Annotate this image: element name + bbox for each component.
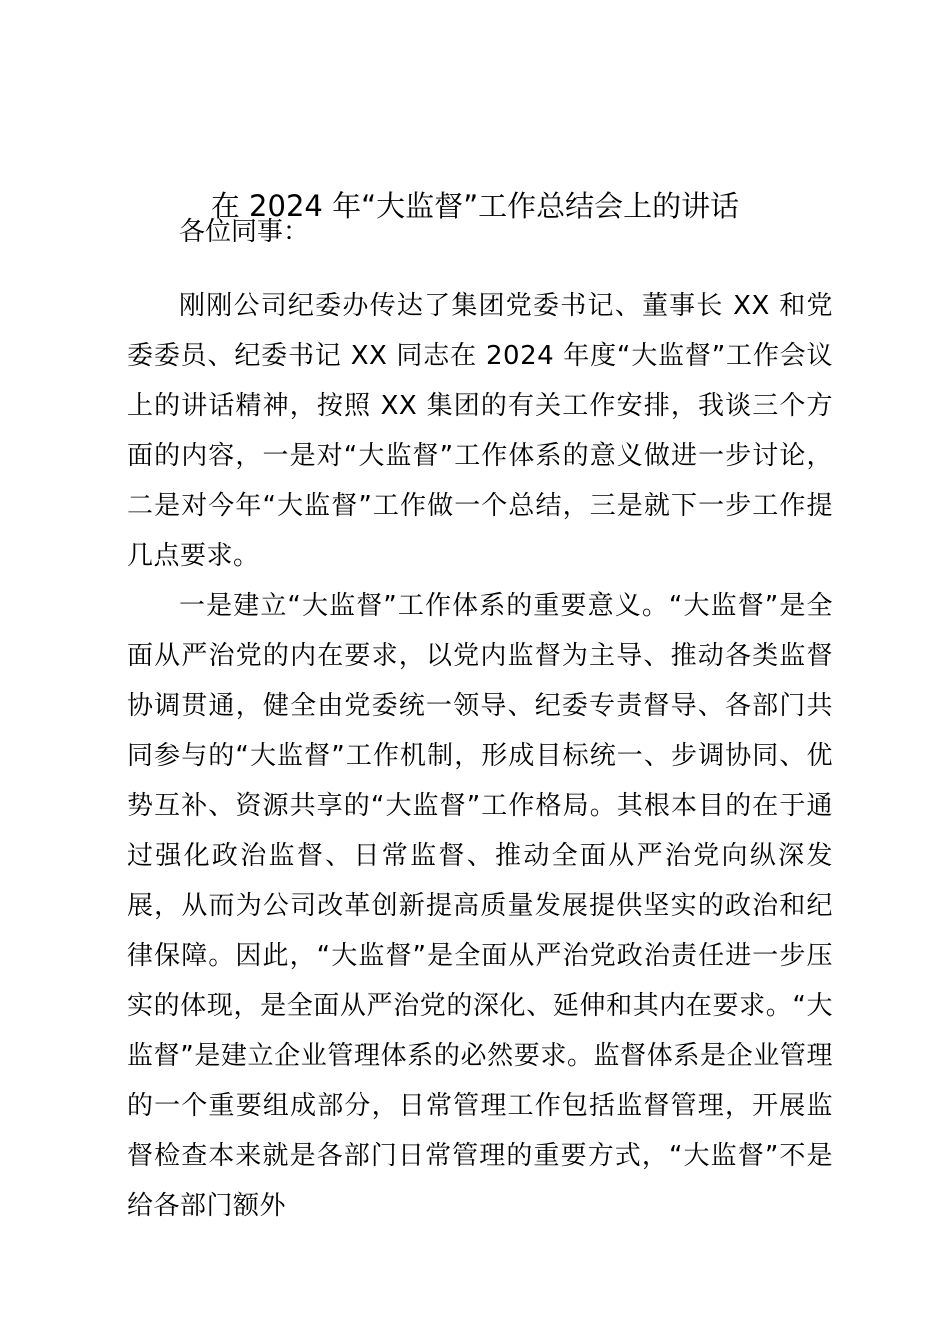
paragraph-significance: 一是建立“大监督”工作体系的重要意义。“大监督”是全面从严治党的内在要求，以党内监督为主导、推动各类监督协调贯通，健全由党委统一领导、纪委专责督导、各部门共同参与的“大监督”工作机制，形成目标统一、步调协同、优势互补、资源共享的“大监督”工作格局。其根本目的在于通过强化政治监督、日常监督、推动全面从严治党向纵深发展，从而为公司改革创新提高质量发展提供坚实的政治和纪律保障。因此，“大监督”是全面从严治党政治责任进一步压实的体现，是全面从严治党的深化、延伸和其内在要求。“大监督”是建立企业管理体系的必然要求。监督体系是企业管理的一个重要组成部分，日常管理工作包括监督管理，开展监督检查本来就是各部门日常管理的重要方式，“大监督”不是给各部门额外 — [127, 591, 833, 1221]
document-body — [127, 281, 833, 1231]
paragraph-intro: 刚刚公司纪委办传达了集团党委书记、董事长 XX 和党委委员、纪委书记 XX 同志在 2024 年度“大监督”工作会议上的讲话精神，按照 XX 集团的有关工作安排，我谈三个方面的内容，一是对“大监督”工作体系的意义做进一步讨论，二是对今年“大监督”工作做一个总结，三是就下一步工作提几点要求。 — [127, 291, 833, 571]
greeting: 各位同事： — [179, 217, 310, 247]
document-title: 在 2024 年“大监督”工作总结会上的讲话 — [210, 189, 740, 223]
